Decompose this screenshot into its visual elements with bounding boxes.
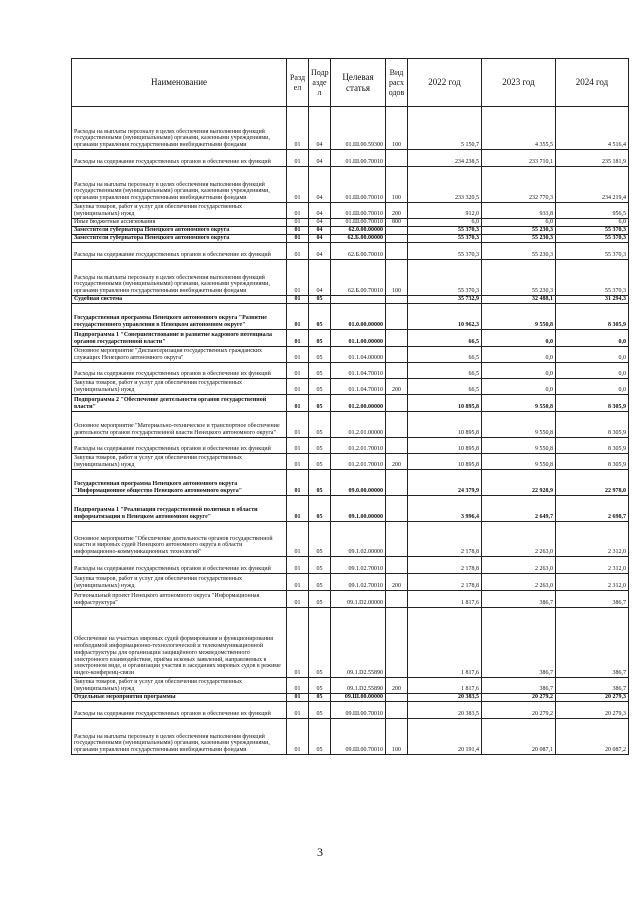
cell-section: 01 — [287, 454, 309, 470]
cell-target-article: 01.Ш.00.70010 — [331, 150, 386, 167]
cell-2022: 66,5 — [408, 347, 482, 363]
cell-section: 01 — [287, 694, 309, 702]
cell-subsection: 05 — [309, 719, 331, 755]
cell-section: 01 — [287, 260, 309, 296]
cell-2024: 8 305,9 — [556, 412, 629, 438]
table-row — [72, 557, 629, 574]
cell-name: Расходы на содержание государственных органов и обеспечение их функций — [72, 363, 287, 379]
cell-2022: 912,0 — [408, 203, 482, 219]
cell-2022: 24 379,9 — [408, 470, 482, 496]
cell-name: Закупка товаров, работ и услуг для обеспечения государственных (муниципальных) нужд — [72, 203, 287, 219]
cell-subsection: 04 — [309, 235, 331, 243]
cell-2024: 8 305,9 — [556, 304, 629, 330]
cell-2024: 235 181,9 — [556, 150, 629, 167]
table-row — [72, 150, 629, 167]
cell-target-article: 09.Ш.00.70010 — [331, 719, 386, 755]
cell-name: Судебная система — [72, 296, 287, 304]
table-row — [72, 454, 629, 470]
cell-target-article: 09.1.02.70010 — [331, 574, 386, 591]
cell-2024: 8 305,9 — [556, 395, 629, 412]
cell-subsection: 05 — [309, 557, 331, 574]
cell-name: Подпрограмма 1 "Реализация государственной политики в области информатизации в Ненецком автономном округе" — [72, 496, 287, 522]
cell-section: 01 — [287, 304, 309, 330]
cell-target-article: 01.1.00.00000 — [331, 330, 386, 347]
cell-2023: 2 649,7 — [482, 496, 556, 522]
cell-2023: 55 230,3 — [482, 243, 556, 260]
cell-2024: 386,7 — [556, 678, 629, 694]
cell-section: 01 — [287, 243, 309, 260]
cell-expense-type — [386, 702, 408, 719]
cell-target-article: 62.Б.00.70010 — [331, 260, 386, 296]
cell-name: Основное мероприятие "Диспансеризация государственных гражданских служащих Ненецкого автономного округа" — [72, 347, 287, 363]
cell-subsection: 05 — [309, 330, 331, 347]
cell-section: 01 — [287, 574, 309, 591]
cell-name: Расходы на содержание государственных органов и обеспечение их функций — [72, 150, 287, 167]
cell-subsection: 05 — [309, 395, 331, 412]
cell-2024: 20 087,2 — [556, 719, 629, 755]
cell-name: Закупка товаров, работ и услуг для обеспечения государственных (муниципальных) нужд — [72, 574, 287, 591]
cell-section: 01 — [287, 167, 309, 203]
cell-2024: 234 219,4 — [556, 167, 629, 203]
cell-target-article: 09.1.D2.00000 — [331, 591, 386, 608]
cell-2022: 1 817,6 — [408, 591, 482, 608]
header-section: Разд ел — [287, 59, 309, 107]
cell-subsection: 05 — [309, 702, 331, 719]
cell-expense-type: 100 — [386, 260, 408, 296]
cell-section: 01 — [287, 719, 309, 755]
cell-subsection: 04 — [309, 219, 331, 227]
cell-subsection: 05 — [309, 591, 331, 608]
cell-expense-type — [386, 470, 408, 496]
cell-2022: 10 895,8 — [408, 395, 482, 412]
cell-expense-type: 100 — [386, 719, 408, 755]
cell-expense-type: 200 — [386, 379, 408, 395]
cell-2022: 10 895,8 — [408, 438, 482, 454]
cell-2023: 0,0 — [482, 379, 556, 395]
cell-subsection: 05 — [309, 694, 331, 702]
cell-expense-type — [386, 235, 408, 243]
cell-name: Основное мероприятие "Материально-техническое и транспортное обеспечение деятельности органов государственной власти Ненецкого автономного округа" — [72, 412, 287, 438]
cell-name: Закупка товаров, работ и услуг для обеспечения государственных (муниципальных) нужд — [72, 379, 287, 395]
cell-subsection: 04 — [309, 167, 331, 203]
cell-2023: 9 550,8 — [482, 304, 556, 330]
cell-2024: 55 370,3 — [556, 235, 629, 243]
cell-2022: 20 383,5 — [408, 702, 482, 719]
table-header — [72, 59, 629, 107]
cell-2022: 1 817,6 — [408, 608, 482, 678]
cell-2023: 2 263,0 — [482, 522, 556, 557]
cell-expense-type: 100 — [386, 107, 408, 150]
table-row — [72, 694, 629, 702]
cell-name: Закупка товаров, работ и услуг для обеспечения государственных (муниципальных) нужд — [72, 678, 287, 694]
cell-section: 01 — [287, 496, 309, 522]
cell-2022: 55 370,3 — [408, 260, 482, 296]
cell-expense-type — [386, 557, 408, 574]
cell-target-article: 01.2.00.00000 — [331, 395, 386, 412]
cell-target-article: 01.Ш.00.59300 — [331, 107, 386, 150]
cell-2024: 20 279,3 — [556, 702, 629, 719]
cell-2023: 0,0 — [482, 363, 556, 379]
cell-expense-type: 200 — [386, 678, 408, 694]
cell-expense-type: 200 — [386, 203, 408, 219]
cell-subsection: 04 — [309, 227, 331, 235]
cell-2024: 31 294,3 — [556, 296, 629, 304]
cell-name: Расходы на выплаты персоналу в целях обеспечения выполнения функций государственными (муниципальными) органами, казенными учреждениями, органами управления государственными внебюджетными фондами — [72, 107, 287, 150]
table-row — [72, 438, 629, 454]
cell-2022: 66,5 — [408, 330, 482, 347]
table-row — [72, 608, 629, 678]
cell-name: Региональный проект Ненецкого автономного округа "Информационная инфраструктура" — [72, 591, 287, 608]
cell-expense-type — [386, 296, 408, 304]
cell-target-article: 09.1.D2.55890 — [331, 678, 386, 694]
cell-section: 01 — [287, 395, 309, 412]
table-row — [72, 702, 629, 719]
header-year-2022: 2022 год — [408, 59, 482, 107]
cell-target-article: 09.1.00.00000 — [331, 496, 386, 522]
cell-target-article: 01.Ш.00.70010 — [331, 219, 386, 227]
cell-subsection: 04 — [309, 260, 331, 296]
cell-2024: 0,0 — [556, 347, 629, 363]
cell-2024: 22 978,0 — [556, 470, 629, 496]
cell-target-article: 62.Б.00.00000 — [331, 235, 386, 243]
table-row — [72, 379, 629, 395]
cell-expense-type: 200 — [386, 574, 408, 591]
cell-subsection: 04 — [309, 243, 331, 260]
cell-2022: 10 962,3 — [408, 304, 482, 330]
cell-section: 01 — [287, 678, 309, 694]
cell-2024: 2 312,0 — [556, 574, 629, 591]
cell-section: 01 — [287, 702, 309, 719]
cell-target-article: 62.Б.00.70010 — [331, 243, 386, 260]
cell-section: 01 — [287, 412, 309, 438]
cell-2022: 2 178,8 — [408, 522, 482, 557]
cell-expense-type — [386, 522, 408, 557]
cell-expense-type — [386, 395, 408, 412]
cell-expense-type — [386, 591, 408, 608]
header-expense-type: Вид расх одов — [386, 59, 408, 107]
cell-2023: 9 550,8 — [482, 395, 556, 412]
cell-section: 01 — [287, 363, 309, 379]
cell-2024: 4 516,4 — [556, 107, 629, 150]
cell-target-article: 62.0.00.00000 — [331, 227, 386, 235]
cell-section: 01 — [287, 379, 309, 395]
cell-2023: 2 263,0 — [482, 557, 556, 574]
cell-2023: 0,0 — [482, 347, 556, 363]
cell-section: 01 — [287, 296, 309, 304]
cell-2023: 233 710,1 — [482, 150, 556, 167]
cell-subsection: 05 — [309, 347, 331, 363]
cell-subsection: 05 — [309, 496, 331, 522]
cell-name: Государственная программа Ненецкого автономного округа "Развитие государственного управления в Ненецком автономном округе" — [72, 304, 287, 330]
header-year-2023: 2023 год — [482, 59, 556, 107]
table-row — [72, 395, 629, 412]
table-row — [72, 203, 629, 219]
page-number: 3 — [317, 845, 323, 859]
cell-name: Расходы на выплаты персоналу в целях обеспечения выполнения функций государственными (муниципальными) органами, казенными учреждениями, органами управления государственными внебюджетными фондами — [72, 167, 287, 203]
cell-section: 01 — [287, 219, 309, 227]
header-target-article: Целевая статья — [331, 59, 386, 107]
cell-2023: 20 087,1 — [482, 719, 556, 755]
table-row — [72, 330, 629, 347]
cell-name: Подпрограмма 1 "Совершенствование и развитие кадрового потенциала органов государственной власти" — [72, 330, 287, 347]
cell-2024: 0,0 — [556, 363, 629, 379]
cell-2024: 55 370,3 — [556, 243, 629, 260]
cell-expense-type — [386, 304, 408, 330]
cell-name: Отдельные мероприятия программы — [72, 694, 287, 702]
table-row — [72, 412, 629, 438]
header-subsection: Подр азде л — [309, 59, 331, 107]
table-row — [72, 235, 629, 243]
cell-target-article: 09.1.02.00000 — [331, 522, 386, 557]
cell-section: 01 — [287, 608, 309, 678]
cell-subsection: 05 — [309, 363, 331, 379]
cell-2022: 5 150,7 — [408, 107, 482, 150]
cell-target-article: 01.1.04.70010 — [331, 379, 386, 395]
cell-expense-type — [386, 412, 408, 438]
table-row — [72, 167, 629, 203]
cell-2024: 2 312,0 — [556, 522, 629, 557]
table-row — [72, 719, 629, 755]
cell-2022: 20 383,5 — [408, 694, 482, 702]
cell-section: 01 — [287, 347, 309, 363]
cell-target-article — [331, 296, 386, 304]
cell-2024: 8 305,9 — [556, 454, 629, 470]
cell-2023: 20 279,2 — [482, 702, 556, 719]
cell-2023: 32 488,1 — [482, 296, 556, 304]
cell-2022: 10 895,8 — [408, 454, 482, 470]
cell-2024: 0,0 — [556, 379, 629, 395]
cell-2023: 0,0 — [482, 330, 556, 347]
header-year-2024: 2024 год — [556, 59, 629, 107]
cell-target-article: 01.2.01.00000 — [331, 412, 386, 438]
table-row — [72, 260, 629, 296]
cell-2023: 386,7 — [482, 591, 556, 608]
table-row — [72, 296, 629, 304]
cell-section: 01 — [287, 235, 309, 243]
cell-expense-type: 800 — [386, 219, 408, 227]
cell-2022: 2 178,8 — [408, 557, 482, 574]
cell-name: Заместители губернатора Ненецкого автономного округа — [72, 235, 287, 243]
cell-name: Государственная программа Ненецкого автономного округа "Информационное общество Ненецкого автономного округа" — [72, 470, 287, 496]
cell-2022: 35 732,9 — [408, 296, 482, 304]
cell-2022: 2 178,8 — [408, 574, 482, 591]
cell-name: Расходы на выплаты персоналу в целях обеспечения выполнения функций государственными (муниципальными) органами, казенными учреждениями, органами управления государственными внебюджетными фондами — [72, 719, 287, 755]
cell-expense-type — [386, 347, 408, 363]
table-row — [72, 496, 629, 522]
cell-target-article: 09.Ш.00.70010 — [331, 702, 386, 719]
cell-subsection: 05 — [309, 470, 331, 496]
cell-2022: 233 320,5 — [408, 167, 482, 203]
cell-2022: 1 817,6 — [408, 678, 482, 694]
cell-2023: 20 279,2 — [482, 694, 556, 702]
cell-expense-type: 100 — [386, 167, 408, 203]
cell-2023: 9 550,8 — [482, 454, 556, 470]
cell-target-article: 09.1.02.70010 — [331, 557, 386, 574]
cell-2022: 234 238,5 — [408, 150, 482, 167]
cell-section: 01 — [287, 557, 309, 574]
cell-name: Закупка товаров, работ и услуг для обеспечения государственных (муниципальных) нужд — [72, 454, 287, 470]
cell-2024: 8 305,9 — [556, 438, 629, 454]
cell-2023: 22 928,9 — [482, 470, 556, 496]
cell-name: Расходы на выплаты персоналу в целях обеспечения выполнения функций государственными (муниципальными) органами, казенными учреждениями, органами управления государственными внебюджетными фондами — [72, 260, 287, 296]
cell-name: Подпрограмма 2 "Обеспечение деятельности органов государственной власти" — [72, 395, 287, 412]
cell-2023: 386,7 — [482, 678, 556, 694]
cell-name: Основное мероприятие "Обеспечение деятельности органов государственной власти и мировых судей Ненецкого автономного округа в области информационно-коммуникационных технологий" — [72, 522, 287, 557]
cell-2024: 2 698,7 — [556, 496, 629, 522]
cell-name: Расходы на содержание государственных органов и обеспечение их функций — [72, 557, 287, 574]
cell-subsection: 05 — [309, 574, 331, 591]
cell-section: 01 — [287, 438, 309, 454]
table-row — [72, 678, 629, 694]
table-row — [72, 107, 629, 150]
cell-target-article: 01.1.04.00000 — [331, 347, 386, 363]
cell-2024: 2 312,0 — [556, 557, 629, 574]
cell-section: 01 — [287, 150, 309, 167]
cell-target-article: 01.1.04.70010 — [331, 363, 386, 379]
cell-target-article: 09.1.D2.55890 — [331, 608, 386, 678]
cell-2023: 6,0 — [482, 219, 556, 227]
cell-expense-type — [386, 496, 408, 522]
cell-2024: 386,7 — [556, 608, 629, 678]
cell-target-article: 01.2.01.70010 — [331, 438, 386, 454]
cell-name: Расходы на содержание государственных органов и обеспечение их функций — [72, 702, 287, 719]
cell-target-article: 01.2.01.70010 — [331, 454, 386, 470]
cell-2023: 9 550,8 — [482, 438, 556, 454]
cell-expense-type — [386, 243, 408, 260]
table-row — [72, 470, 629, 496]
cell-2023: 933,8 — [482, 203, 556, 219]
cell-2024: 386,7 — [556, 591, 629, 608]
cell-expense-type — [386, 608, 408, 678]
table-row — [72, 304, 629, 330]
cell-section: 01 — [287, 107, 309, 150]
cell-2022: 20 191,4 — [408, 719, 482, 755]
table-row — [72, 574, 629, 591]
table-row — [72, 363, 629, 379]
cell-2024: 55 370,3 — [556, 260, 629, 296]
header-name: Наименование — [72, 59, 287, 107]
cell-name: Расходы на содержание государственных органов и обеспечение их функций — [72, 243, 287, 260]
cell-2023: 55 230,3 — [482, 227, 556, 235]
cell-name: Обеспечение на участках мировых судей формирования и функционирования необходимой информационно-технологической и телекоммуникационной инфраструктуры для организации защищённого межведомственного электронного взаимодействия, приёма исковых заявлений, направляемых в электронном виде, и организации участия в заседаниях мировых судов в режиме видео-конференц-связи — [72, 608, 287, 678]
cell-subsection: 05 — [309, 438, 331, 454]
cell-2023: 4 355,5 — [482, 107, 556, 150]
cell-2022: 55 370,3 — [408, 235, 482, 243]
cell-target-article: 01.0.00.00000 — [331, 304, 386, 330]
cell-name: Заместители губернатора Ненецкого автономного округа — [72, 227, 287, 235]
cell-section: 01 — [287, 470, 309, 496]
cell-2022: 66,5 — [408, 363, 482, 379]
table-row — [72, 347, 629, 363]
cell-target-article: 09.0.00.00000 — [331, 470, 386, 496]
cell-2024: 55 370,3 — [556, 227, 629, 235]
cell-subsection: 05 — [309, 304, 331, 330]
cell-subsection: 04 — [309, 203, 331, 219]
cell-target-article: 01.Ш.00.70010 — [331, 203, 386, 219]
cell-2022: 55 370,3 — [408, 243, 482, 260]
cell-2023: 9 550,8 — [482, 412, 556, 438]
cell-subsection: 04 — [309, 107, 331, 150]
cell-2024: 0,0 — [556, 330, 629, 347]
cell-target-article: 01.Ш.00.70010 — [331, 167, 386, 203]
cell-2022: 66,5 — [408, 379, 482, 395]
cell-2023: 55 230,3 — [482, 235, 556, 243]
cell-subsection: 05 — [309, 296, 331, 304]
cell-2024: 956,5 — [556, 203, 629, 219]
table-body — [72, 107, 629, 755]
cell-subsection: 05 — [309, 678, 331, 694]
cell-name: Иные бюджетные ассигнования — [72, 219, 287, 227]
table-row — [72, 591, 629, 608]
cell-subsection: 05 — [309, 412, 331, 438]
cell-expense-type — [386, 330, 408, 347]
cell-target-article: 09.Ш.00.00000 — [331, 694, 386, 702]
cell-subsection: 05 — [309, 522, 331, 557]
table-row — [72, 227, 629, 235]
cell-section: 01 — [287, 203, 309, 219]
cell-subsection: 04 — [309, 150, 331, 167]
budget-table — [71, 58, 629, 755]
table-row — [72, 522, 629, 557]
cell-2024: 6,0 — [556, 219, 629, 227]
table-row — [72, 243, 629, 260]
cell-section: 01 — [287, 522, 309, 557]
cell-expense-type — [386, 227, 408, 235]
cell-2022: 6,0 — [408, 219, 482, 227]
cell-expense-type — [386, 694, 408, 702]
cell-2022: 55 370,3 — [408, 227, 482, 235]
cell-2024: 20 279,3 — [556, 694, 629, 702]
cell-2022: 3 996,4 — [408, 496, 482, 522]
cell-subsection: 05 — [309, 379, 331, 395]
cell-expense-type — [386, 150, 408, 167]
cell-2023: 386,7 — [482, 608, 556, 678]
table-row — [72, 219, 629, 227]
cell-2023: 232 770,3 — [482, 167, 556, 203]
cell-2023: 55 230,3 — [482, 260, 556, 296]
cell-expense-type — [386, 438, 408, 454]
cell-section: 01 — [287, 227, 309, 235]
cell-section: 01 — [287, 591, 309, 608]
cell-2022: 10 895,8 — [408, 412, 482, 438]
cell-2023: 2 263,0 — [482, 574, 556, 591]
cell-subsection: 05 — [309, 454, 331, 470]
cell-name: Расходы на содержание государственных органов и обеспечение их функций — [72, 438, 287, 454]
budget-sheet — [71, 58, 628, 755]
cell-expense-type: 200 — [386, 454, 408, 470]
cell-expense-type — [386, 363, 408, 379]
cell-subsection: 05 — [309, 608, 331, 678]
cell-section: 01 — [287, 330, 309, 347]
